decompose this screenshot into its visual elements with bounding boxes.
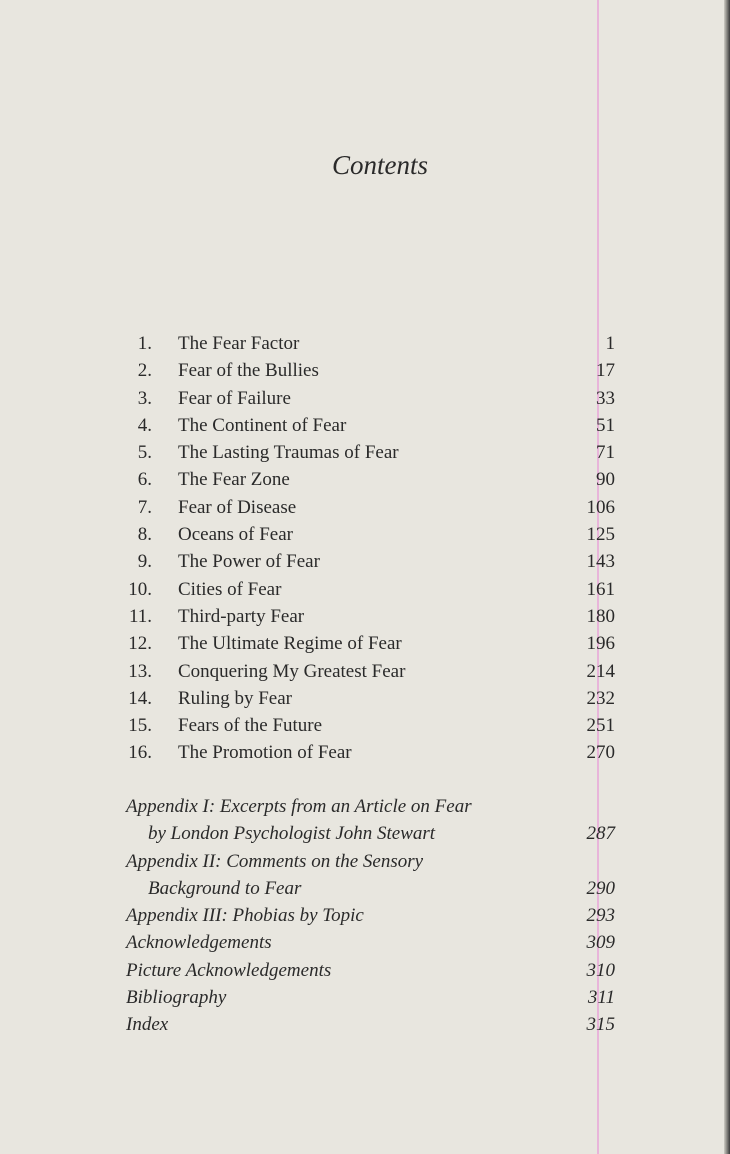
toc-entry-continued [0,875,730,902]
chapter-number: 6. [137,469,152,491]
chapter-number: 16. [128,742,152,764]
entry-title: Appendix II: Comments on the Sensory [126,850,424,872]
chapter-number: 13. [128,660,152,682]
chapter-title: The Continent of Fear [178,414,347,436]
chapter-number: 10. [128,578,152,600]
toc-entry [0,1011,730,1038]
entry-title: Index [126,1014,169,1036]
toc-entry [0,439,730,466]
entry-title-continued: by London Psychologist John Stewart [148,823,436,845]
chapter-title: The Fear Zone [178,469,290,491]
page-number: 196 [586,633,615,655]
chapter-title: The Ultimate Regime of Fear [178,633,402,655]
toc-entry [0,848,730,875]
page-number: 180 [586,605,615,627]
page-title: Contents [331,150,428,180]
page-number: 309 [586,932,615,954]
page-number: 311 [587,987,615,1009]
toc-entry [0,685,730,712]
chapter-number: 9. [137,551,152,573]
chapter-title: Fear of Disease [178,496,297,518]
chapter-number: 4. [137,414,152,436]
toc-entry [0,494,730,521]
page-number: 90 [596,469,615,491]
toc-entry [0,739,730,766]
toc-entry-continued [0,820,730,847]
toc-entry [0,357,730,384]
page-number: 125 [586,524,615,546]
chapter-number: 14. [128,687,152,709]
back-matter-list [0,793,730,1039]
page-number: 293 [586,905,615,927]
chapter-title: The Promotion of Fear [178,742,352,764]
entry-title: Appendix I: Excerpts from an Article on Fear [126,796,472,817]
page-number: 270 [586,742,615,764]
toc-entry [0,902,730,929]
chapter-title: Conquering My Greatest Fear [178,660,406,682]
chapter-title: Oceans of Fear [178,524,294,546]
chapter-title: Third-party Fear [178,605,305,627]
page-number: 161 [586,578,615,600]
page-number: 143 [586,551,615,573]
toc-entry [0,929,730,956]
page-number: 17 [596,360,615,382]
page-number: 33 [596,387,615,409]
page-number: 232 [586,687,615,709]
page-number: 214 [586,660,615,682]
toc-entry [0,385,730,412]
chapter-title: The Power of Fear [178,551,320,573]
entry-title: Bibliography [126,987,227,1009]
page-number: 51 [596,414,615,436]
chapter-number: 3. [137,387,152,409]
toc-entry [0,412,730,439]
toc-entry [0,521,730,548]
entry-title: Appendix III: Phobias by Topic [126,905,364,927]
page-number: 1 [605,333,615,354]
toc-entry [0,630,730,657]
toc-entry [0,984,730,1011]
page-number: 106 [586,496,615,518]
chapter-title: The Fear Factor [178,333,300,354]
chapter-number: 1. [137,333,152,354]
chapter-number: 8. [137,524,152,546]
page-number: 290 [586,877,615,899]
toc-entry [0,957,730,984]
entry-title-continued: Background to Fear [148,877,302,899]
chapter-title: Fear of Failure [178,387,291,409]
page-number: 315 [586,1014,615,1036]
chapter-number: 11. [128,605,152,627]
chapter-number: 5. [137,442,152,464]
chapter-number: 15. [128,715,152,737]
chapter-title: Fear of the Bullies [178,360,319,382]
chapter-number: 2. [137,360,152,382]
page-number: 287 [586,823,615,845]
toc-entry [0,658,730,685]
entry-title: Acknowledgements [126,932,272,954]
toc-entry [0,576,730,603]
toc-entry [0,603,730,630]
chapter-title: Fears of the Future [178,715,323,737]
page-number: 71 [596,442,615,464]
page-number: 310 [586,959,615,981]
chapter-title: The Lasting Traumas of Fear [178,442,399,464]
chapter-title: Ruling by Fear [178,687,292,709]
entry-title: Picture Acknowledgements [126,959,332,981]
chapter-number: 12. [128,633,152,655]
chapter-title: Cities of Fear [178,578,282,600]
toc-entry [0,330,730,357]
toc-entry [0,793,730,820]
toc-entry [0,548,730,575]
toc-entry [0,712,730,739]
page-number: 251 [586,715,615,737]
chapter-list [0,330,730,767]
toc-entry [0,466,730,493]
chapter-number: 7. [137,496,152,518]
